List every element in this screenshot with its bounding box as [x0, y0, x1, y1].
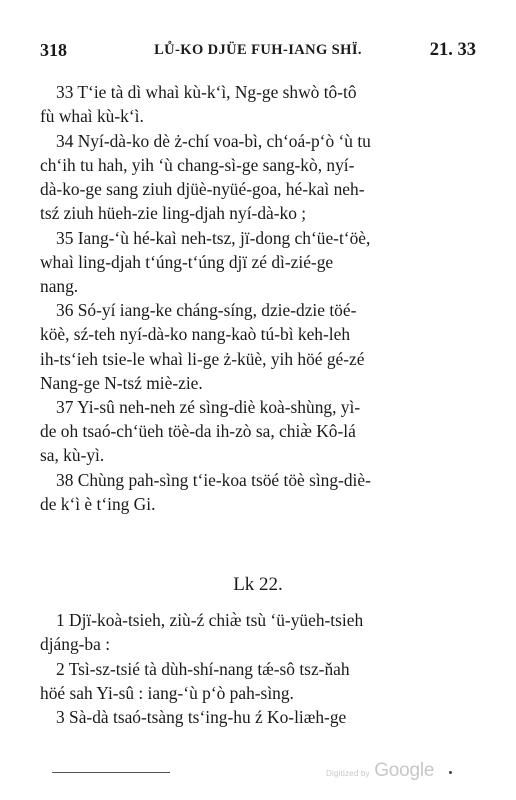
- verse-block-bottom: [40, 608, 468, 730]
- top-verse: [40, 298, 468, 394]
- verse-line: fù whaì kù-k‘ì.: [40, 106, 144, 127]
- verse-line: dà-ko-ge sang ziuh djüè-nyüé-goa, hé-kaì neh-: [40, 178, 365, 199]
- verse-line: 1 Djï-koà-tsieh, ziù-ź chiæ̀ tsù ‘ü-yüeh-tsieh: [56, 610, 364, 630]
- verse-line: nang.: [40, 275, 79, 296]
- verse-line: 35 Iang-‘ù hé-kaì neh-tsz, jï-dong ch‘üe-t‘öè,: [56, 227, 371, 248]
- verse-line: 34 Nyí-dà-ko dè ż-chí voa-bì, ch‘oá-p‘ò ‘ù tu: [56, 130, 371, 151]
- page-number: 318: [40, 40, 67, 60]
- bottom-verse: [40, 657, 468, 705]
- footnote-rule: [52, 772, 170, 773]
- verse-line: 38 Chùng pah-sìng t‘ie-koa tsöé töè sìng-diè-: [56, 470, 371, 490]
- top-verse: [40, 226, 468, 298]
- top-verse: [40, 129, 468, 225]
- watermark-prefix: Digitized by: [326, 769, 370, 778]
- top-verse: [40, 468, 468, 516]
- digitized-watermark: [326, 760, 434, 782]
- verse-line: de k‘ì è t‘ing Gi.: [40, 494, 156, 515]
- verse-line: whaì ling-djah t‘úng-t‘úng djï zé dì-zié-ge: [40, 251, 334, 272]
- verse-line: köè, sź-teh nyí-dà-ko nang-kaò tú-bì keh-leh: [40, 324, 351, 345]
- verse-line: sa, kù-yì.: [40, 445, 105, 466]
- verse-line: 37 Yi-sû neh-neh zé sìng-diè koà-shùng, yì-: [56, 397, 361, 418]
- chapter-verse-ref: 21. 33: [429, 40, 476, 60]
- verse-line: ch‘ih tu hah, yih ‘ù chang-sì-ge sang-kò, nyí-: [40, 154, 355, 175]
- verse-line: 3 Sà-dà tsaó-tsàng ts‘ing-hu ź Ko-liæh-ge: [56, 707, 347, 728]
- chapter-heading: Lk 22.: [233, 574, 283, 595]
- page-header: [40, 40, 476, 66]
- verse-line: Nang-ge N-tsź miè-zie.: [40, 372, 203, 393]
- bottom-verse: [40, 608, 468, 656]
- verse-line: 36 Só-yí iang-ke cháng-síng, dzie-dzie töé-: [56, 300, 357, 321]
- bottom-verse: [56, 705, 468, 729]
- running-title: LŮ-KO DJÜE FUH-IANG SHÏ.: [154, 42, 362, 58]
- verse-line: höé sah Yi-sû : iang-‘ù p‘ò pah-sìng.: [40, 682, 294, 703]
- verse-block-top: [40, 80, 468, 517]
- verse-line: djáng-ba :: [40, 634, 111, 655]
- verse-line: ih-ts‘ieh tsie-le whaì li-ge ż-küè, yih höé gé-zé: [40, 348, 365, 369]
- verse-line: de oh tsaó-ch‘üeh töè-da ih-zò sa, chiæ̀ Kô-lá: [40, 421, 356, 442]
- verse-line: tsź ziuh hüeh-zie ling-djah nyí-dà-ko ;: [40, 202, 307, 223]
- verse-line: 33 T‘ie tà dì whaì kù-k‘ì, Ng-ge shwò tô-tô: [56, 82, 357, 102]
- corner-mark: [449, 771, 452, 774]
- watermark-brand: Google: [374, 760, 435, 781]
- top-verse: [40, 80, 468, 128]
- top-verse: [40, 395, 468, 467]
- verse-line: 2 Tsì-sz-tsié tà dùh-shí-nang tǽ-sô tsz-ňah: [56, 658, 350, 679]
